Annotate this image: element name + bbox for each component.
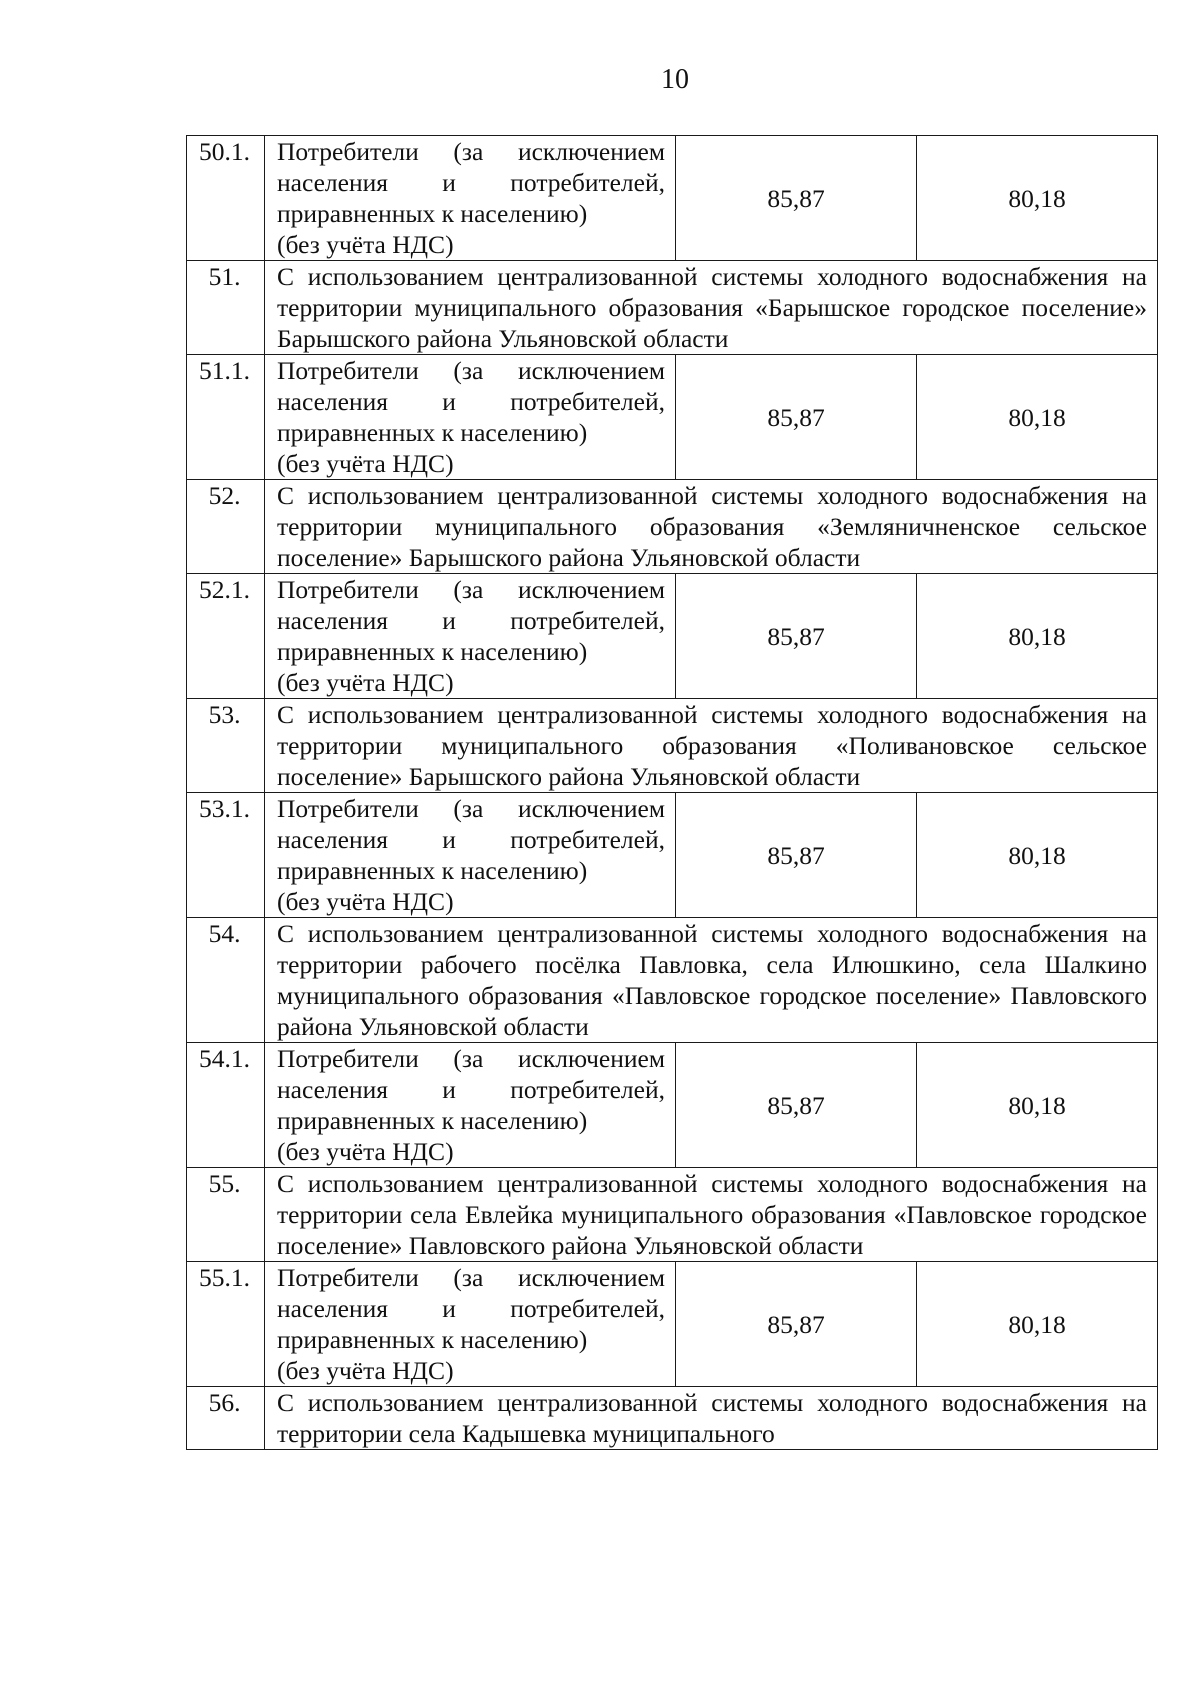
consumer-category-cell: [265, 793, 676, 918]
row-number: 56.: [187, 1387, 265, 1450]
consumer-line: Потребители (за исключением: [277, 794, 665, 823]
row-number: 53.: [187, 699, 265, 793]
row-number: 55.: [187, 1168, 265, 1262]
tariff-value-2: 80,18: [917, 1262, 1158, 1387]
table-row: [187, 355, 1158, 480]
consumer-line: (без учёта НДС): [277, 668, 454, 697]
table-row: [187, 1387, 1158, 1450]
consumer-line: приравненных к населению): [277, 418, 588, 447]
consumer-line: населения и потребителей,: [277, 1294, 665, 1323]
consumer-line: населения и потребителей,: [277, 387, 665, 416]
consumer-line: населения и потребителей,: [277, 1075, 665, 1104]
tariff-value-1: 85,87: [676, 1262, 917, 1387]
row-number: 51.: [187, 261, 265, 355]
consumer-category-cell: [265, 574, 676, 699]
tariff-value-1: 85,87: [676, 1043, 917, 1168]
water-supply-description: С использованием централизованной системы холодного водоснабжения на территории муниципального образования «Барышское городское поселение» Барышского района Ульяновской области: [265, 261, 1158, 355]
page-number: 10: [661, 64, 689, 95]
tariff-value-2: 80,18: [917, 136, 1158, 261]
tariff-value-2: 80,18: [917, 355, 1158, 480]
consumer-category-cell: [265, 136, 676, 261]
consumer-line: (без учёта НДС): [277, 230, 454, 259]
table-row: [187, 480, 1158, 574]
table-row: [187, 699, 1158, 793]
water-supply-description: С использованием централизованной системы холодного водоснабжения на территории муниципального образования «Земляничненское сельское поселение» Барышского района Ульяновской области: [265, 480, 1158, 574]
tariff-value-1: 85,87: [676, 574, 917, 699]
consumer-line: приравненных к населению): [277, 199, 588, 228]
table-row: [187, 1262, 1158, 1387]
water-supply-description: С использованием централизованной системы холодного водоснабжения на территории рабочего посёлка Павловка, села Илюшкино, села Шалкино муниципального образования «Павловское городское поселение» Павловского района Ульяновской области: [265, 918, 1158, 1043]
tariff-value-2: 80,18: [917, 1043, 1158, 1168]
consumer-line: приравненных к населению): [277, 856, 588, 885]
row-number: 50.1.: [187, 136, 265, 261]
consumer-line: населения и потребителей,: [277, 168, 665, 197]
water-supply-description: С использованием централизованной системы холодного водоснабжения на территории села Кадышевка муниципального: [265, 1387, 1158, 1450]
consumer-line: (без учёта НДС): [277, 1356, 454, 1385]
consumer-line: приравненных к населению): [277, 1325, 588, 1354]
consumer-line: Потребители (за исключением: [277, 1044, 665, 1073]
table-row: [187, 136, 1158, 261]
tariff-value-2: 80,18: [917, 574, 1158, 699]
tariff-value-1: 85,87: [676, 793, 917, 918]
tariff-value-2: 80,18: [917, 793, 1158, 918]
tariff-value-1: 85,87: [676, 136, 917, 261]
row-number: 55.1.: [187, 1262, 265, 1387]
table-row: [187, 918, 1158, 1043]
table-row: [187, 1168, 1158, 1262]
table-row: [187, 1043, 1158, 1168]
consumer-line: (без учёта НДС): [277, 887, 454, 916]
row-number: 51.1.: [187, 355, 265, 480]
tariff-table: [186, 135, 1158, 1450]
tariff-value-1: 85,87: [676, 355, 917, 480]
row-number: 52.1.: [187, 574, 265, 699]
row-number: 53.1.: [187, 793, 265, 918]
consumer-category-cell: [265, 1043, 676, 1168]
consumer-line: (без учёта НДС): [277, 1137, 454, 1166]
consumer-line: населения и потребителей,: [277, 825, 665, 854]
consumer-line: приравненных к населению): [277, 1106, 588, 1135]
consumer-line: (без учёта НДС): [277, 449, 454, 478]
consumer-line: Потребители (за исключением: [277, 137, 665, 166]
row-number: 52.: [187, 480, 265, 574]
table-row: [187, 574, 1158, 699]
table-row: [187, 261, 1158, 355]
table-row: [187, 793, 1158, 918]
consumer-line: Потребители (за исключением: [277, 575, 665, 604]
water-supply-description: С использованием централизованной системы холодного водоснабжения на территории села Евлейка муниципального образования «Павловское городское поселение» Павловского района Ульяновской области: [265, 1168, 1158, 1262]
row-number: 54.1.: [187, 1043, 265, 1168]
consumer-category-cell: [265, 1262, 676, 1387]
row-number: 54.: [187, 918, 265, 1043]
consumer-line: приравненных к населению): [277, 637, 588, 666]
consumer-line: Потребители (за исключением: [277, 1263, 665, 1292]
water-supply-description: С использованием централизованной системы холодного водоснабжения на территории муниципального образования «Поливановское сельское поселение» Барышского района Ульяновской области: [265, 699, 1158, 793]
consumer-line: населения и потребителей,: [277, 606, 665, 635]
consumer-category-cell: [265, 355, 676, 480]
consumer-line: Потребители (за исключением: [277, 356, 665, 385]
